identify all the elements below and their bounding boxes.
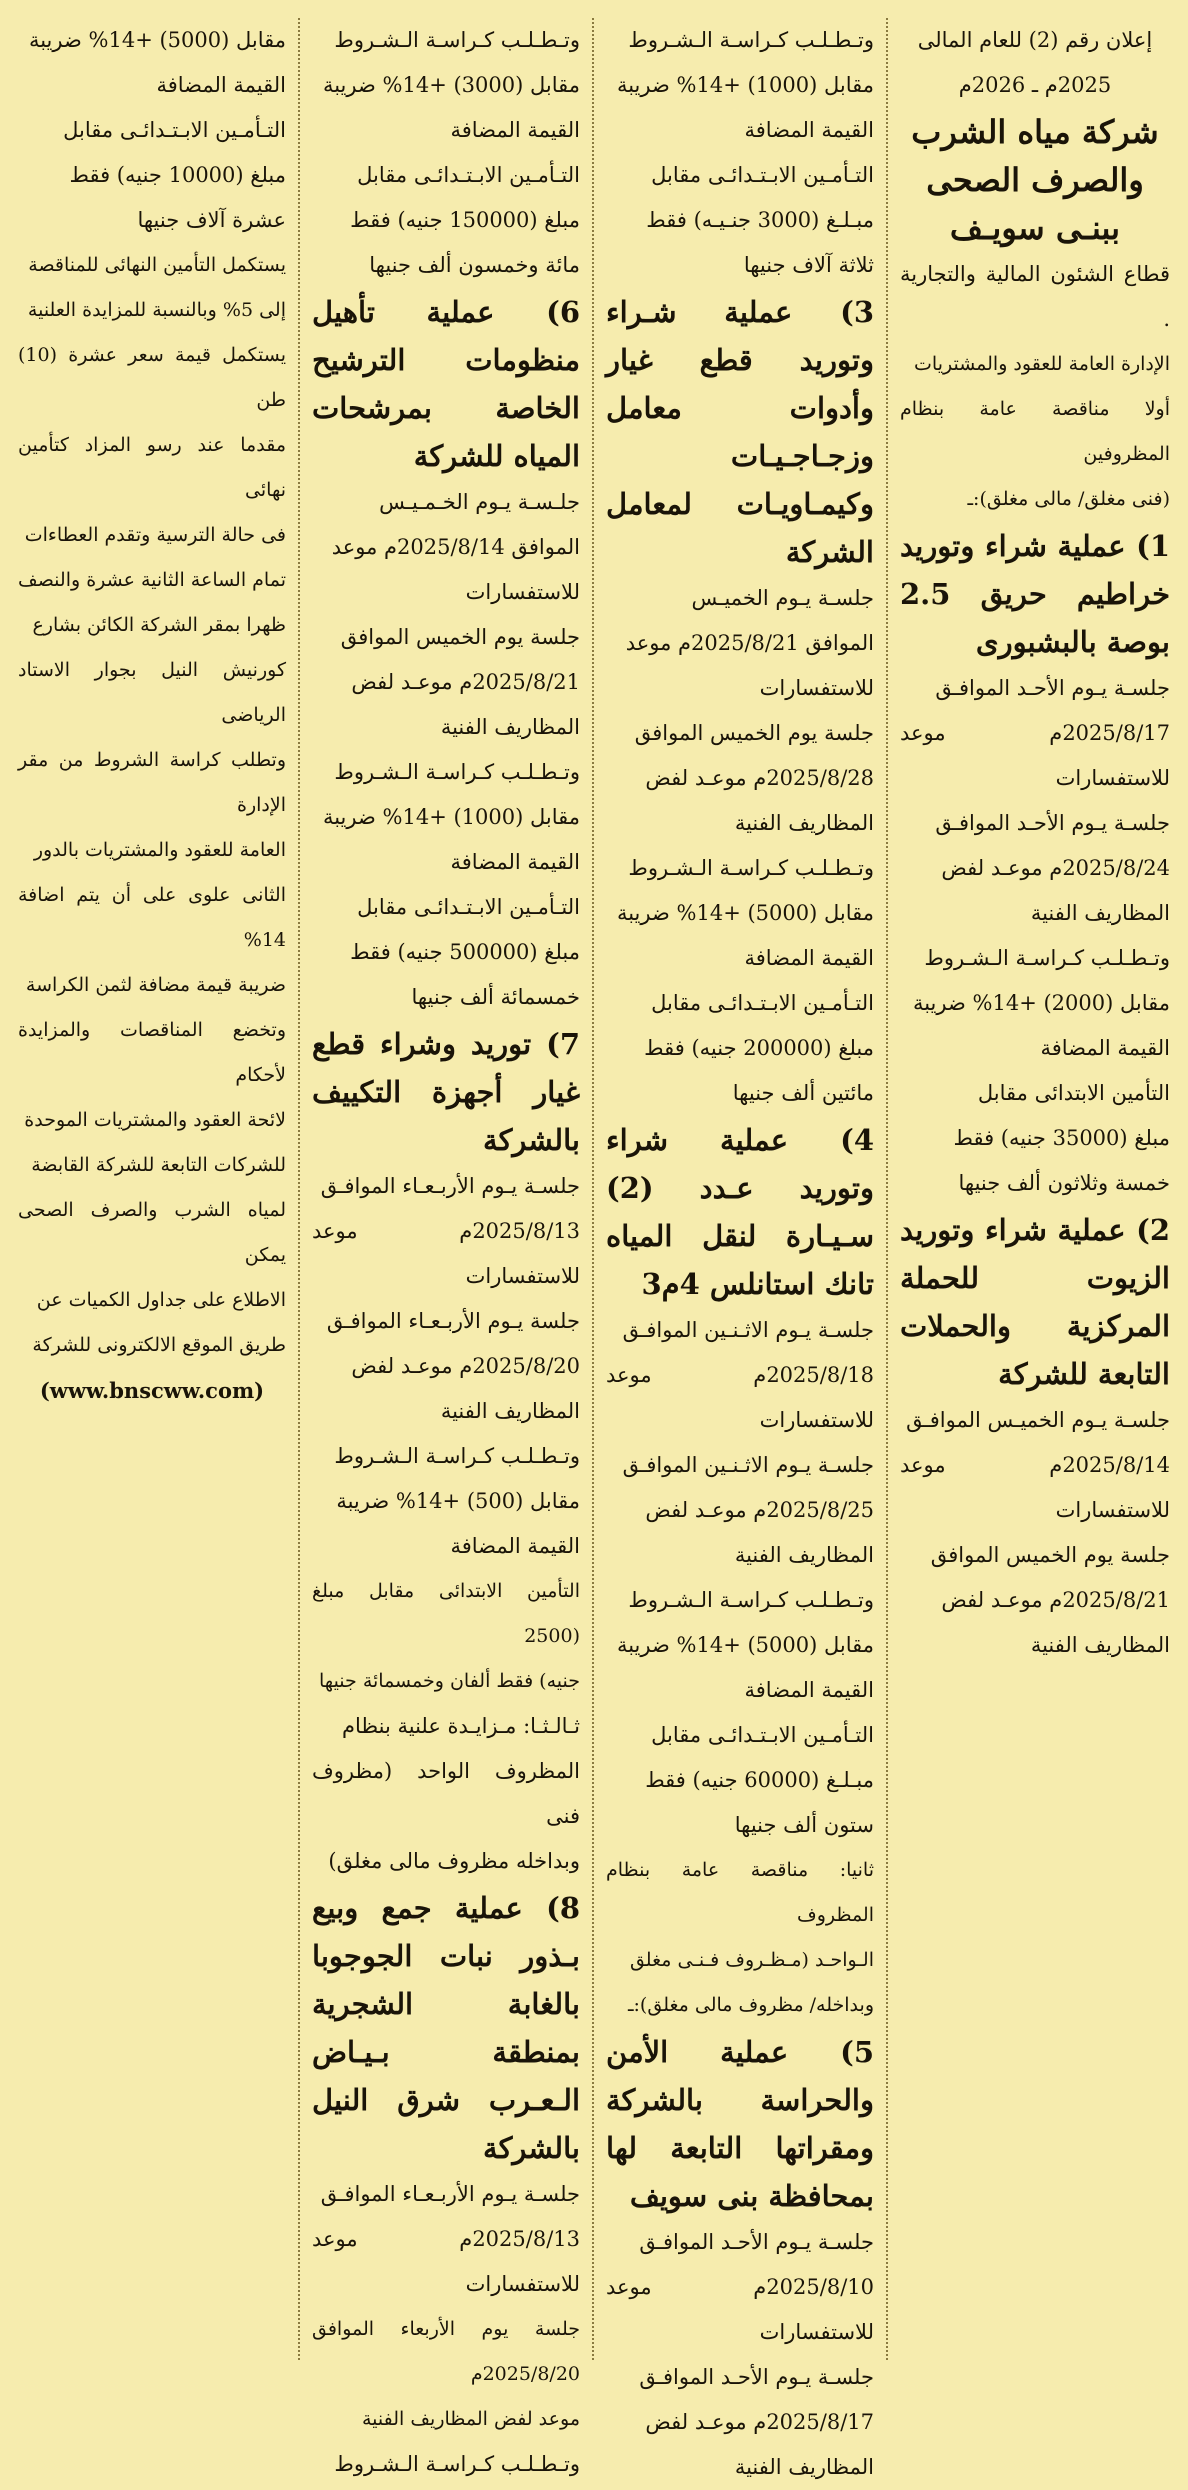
column-2 xyxy=(594,18,888,2479)
text-line: مبـلـغ (3000 جنـيـه) فقط xyxy=(646,208,874,232)
text-line: المظاريف الفنية xyxy=(734,811,874,835)
text-line: 2025/8/21م موعـد لفض xyxy=(351,670,580,694)
text-line: وتخضع المناقصات والمزايدة لأحكام xyxy=(18,1019,286,1086)
text-line: مبلغ (10000 جنيه) فقط xyxy=(69,163,286,187)
text-line: المظاريف الفنية xyxy=(1030,1633,1170,1657)
text-line: الموافق 2025/8/14م موعد xyxy=(331,535,580,559)
text-line: 2025/8/25م موعـد لفض xyxy=(645,1498,874,1522)
text-line: إعلان رقم (2) للعام المالى xyxy=(917,28,1153,52)
text-line: مقدما عند رسو المزاد كتأمين نهائى xyxy=(18,434,286,501)
text-line: ستون ألف جنيها xyxy=(734,1813,874,1837)
text-line: 2025/8/14م موعد للاستفسارات xyxy=(900,1453,1170,1522)
text-line: جلسـة يـوم الأربـعـاء الموافـق xyxy=(320,2182,580,2206)
text-line: للشركات التابعة للشركة القابضة xyxy=(31,1154,286,1176)
text-line: الموافق 2025/8/21م موعد xyxy=(625,631,874,655)
text-line: يستكمل قيمة سعر عشرة (10) طن xyxy=(18,344,286,411)
text-line: المظاريف الفنية xyxy=(734,1543,874,1567)
text-line: المظاريف الفنية xyxy=(734,2455,874,2479)
text-line: (www.bnscww.com) xyxy=(39,1378,265,1403)
text-line: 2025/8/17م موعد للاستفسارات xyxy=(900,721,1170,790)
tender-heading: 4) عملية شراء وتوريد عـدد (2) سـيـارة لنقل المياه تانك استانلس 4م3 xyxy=(606,1123,874,1301)
text-line: مقابل (1000) +14% ضريبة xyxy=(616,73,874,97)
column-3 xyxy=(300,18,594,2476)
text-line: القيمة المضافة xyxy=(1040,1036,1170,1060)
text-line: 2025/8/28م موعـد لفض xyxy=(645,766,874,790)
text-line: مبلغ (500000 جنيه) فقط xyxy=(350,940,580,964)
text-line: جلسـة يـوم الأحـد الموافـق xyxy=(639,2365,874,2389)
text-line: قطاع الشئون المالية والتجارية . xyxy=(900,262,1170,331)
text-line: التأمين الابتدائى مقابل xyxy=(977,1081,1170,1105)
text-line: وتـطـلـب كـراسـة الـشـروط xyxy=(628,28,874,52)
text-line: التـأمـين الابـتـدائـى مقابل xyxy=(651,1723,874,1747)
text-line: المظاريف الفنية xyxy=(1030,901,1170,925)
tender-heading: 3) عملية شـراء وتوريد قطع غيار وأدوات معامل وزجـاجـيـات وكيمـاويـات لمعامل الشركة xyxy=(606,295,874,569)
text-line: مقابل (3000) +14% ضريبة xyxy=(322,73,580,97)
text-line: جلسـة يـوم الخميـس الموافـق xyxy=(906,1408,1170,1432)
text-line: التـأمـين الابـتـدائـى مقابل xyxy=(651,991,874,1015)
text-line: مبلغ (35000 جنيه) فقط xyxy=(953,1126,1170,1150)
text-line: جلسـة يـوم الأحـد الموافـق xyxy=(639,2230,874,2254)
text-line: لائحة العقود والمشتريات الموحدة xyxy=(24,1109,286,1131)
text-line: موعد لفض المظاريف الفنية xyxy=(362,2408,580,2430)
text-line: (فنى مغلق/ مالى مغلق):ـ xyxy=(967,488,1170,510)
text-line: 2025/8/13م موعد للاستفسارات xyxy=(312,1219,580,1288)
tender-heading: 6) عملية تأهيل منظومات الترشيح الخاصة بمرشحات المياه للشركة xyxy=(312,295,580,473)
text-line: القيمة المضافة xyxy=(450,118,580,142)
text-line: التأمين الابتدائى مقابل مبلغ (2500 xyxy=(312,1580,580,1647)
text-line: جلسـة يـوم الأحـد الموافـق xyxy=(935,811,1170,835)
text-line: مبـلـغ (60000 جنيه) فقط xyxy=(645,1768,874,1792)
text-line: وتـطـلـب كـراسـة الـشـروط xyxy=(334,28,580,52)
text-line: جلسة يـوم الأربـعـاء الموافـق xyxy=(326,1309,580,1333)
column-1 xyxy=(888,18,1182,2360)
text-line: القيمة المضافة xyxy=(156,73,286,97)
text-line: مائتين ألف جنيها xyxy=(732,1081,874,1105)
tender-heading: 2) عملية شراء وتوريد الزيوت للحملة المركزية والحملات التابعة للشركة xyxy=(900,1213,1170,1391)
tender-heading: 1) عملية شراء وتوريد خراطيم حريق 2.5 بوصة بالبشبورى xyxy=(900,529,1170,659)
text-line: جلـسـة يـوم الخـمـيـس xyxy=(379,490,580,514)
text-line: خمسمائة ألف جنيها xyxy=(411,985,580,1009)
tender-heading: 5) عملية الأمن والحراسة بالشركة ومقراتها التابعة لها بمحافظة بنى سويف xyxy=(606,2035,874,2213)
text-line: ظهرا بمقر الشركة الكائن بشارع xyxy=(32,614,286,636)
text-line: ثـالـثـا: مـزايـدة علنية بنظام xyxy=(341,1714,580,1738)
text-line: القيمة المضافة xyxy=(744,946,874,970)
text-line: المظروف الواحد (مظروف فنى xyxy=(312,1759,580,1828)
text-line: مقابل (2000) +14% ضريبة xyxy=(912,991,1170,1015)
column-4 xyxy=(6,18,300,2360)
text-line: ثلاثة آلاف جنيها xyxy=(743,253,874,277)
text-line: وتـطـلـب كـراسـة الـشـروط xyxy=(628,856,874,880)
text-line: وتـطـلـب كـراسـة الـشـروط xyxy=(334,1444,580,1468)
text-line: جلسـة يـوم الاثـنـين الموافـق xyxy=(622,1453,874,1477)
text-line: 2025/8/21م موعـد لفض xyxy=(941,1588,1170,1612)
tender-heading: شركة مياه الشرب والصرف الصحى ببنـى سويـف xyxy=(911,113,1159,247)
text-line: 2025/8/10م موعد للاستفسارات xyxy=(606,2275,874,2344)
text-line: وتـطـلـب كـراسـة الـشـروط xyxy=(334,2452,580,2476)
text-line: وتـطـلـب كـراسـة الـشـروط xyxy=(924,946,1170,970)
text-line: 2025/8/24م موعـد لفض xyxy=(941,856,1170,880)
text-line: عشرة آلاف جنيها xyxy=(137,208,286,232)
text-line: القيمة المضافة xyxy=(450,1534,580,1558)
text-line: كورنيش النيل بجوار الاستاد الرياضى xyxy=(18,659,286,726)
text-line: جلسة يوم الأربعاء الموافق 2025/8/20م xyxy=(312,2318,580,2385)
text-line: جلسـة يـوم الاثـنـين الموافـق xyxy=(622,1318,874,1342)
text-line: وتـطـلـب كـراسـة الـشـروط xyxy=(334,760,580,784)
text-line: القيمة المضافة xyxy=(744,1678,874,1702)
text-line: التـأمـين الابـتـدائـى مقابل xyxy=(651,163,874,187)
text-line: مقابل (1000) +14% ضريبة xyxy=(322,805,580,829)
text-line: التـأمـين الابـتـدائـى مقابل xyxy=(357,895,580,919)
text-line: مبلغ (150000 جنيه) فقط xyxy=(350,208,580,232)
text-line: ثانيا: مناقصة عامة بنظام المظروف xyxy=(606,1859,874,1926)
text-line: يستكمل التأمين النهائى للمناقصة xyxy=(28,254,286,276)
text-line: أولا مناقصة عامة بنظام المظروفين xyxy=(900,398,1170,465)
text-line: مقابل (5000) +14% ضريبة xyxy=(28,28,286,52)
text-line: ضريبة قيمة مضافة لثمن الكراسة xyxy=(25,974,286,996)
text-line: وتـطـلـب كـراسـة الـشـروط xyxy=(628,1588,874,1612)
text-line: وبداخله مظروف مالى مغلق) xyxy=(328,1849,580,1873)
text-line: المظاريف الفنية xyxy=(440,715,580,739)
text-line: القيمة المضافة xyxy=(744,118,874,142)
text-line: جلسة يوم الخميس الموافق xyxy=(930,1543,1170,1567)
text-line: وبداخله/ مظروف مالى مغلق):ـ xyxy=(627,1994,874,2016)
text-line: الـواحـد (مـظـروف فـنـى مغلق xyxy=(629,1949,874,1971)
text-line: القيمة المضافة xyxy=(450,850,580,874)
text-line: طريق الموقع الالكترونى للشركة xyxy=(32,1334,286,1356)
tender-heading: 8) عملية جمع وبيع بـذور نبات الجوجوبا بالغابة الشجرية بمنطقة بـيـاض الـعـرب شرق النيل بالشركة xyxy=(312,1891,580,2165)
text-line: الثانى علوى على أن يتم اضافة 14% xyxy=(18,884,286,951)
text-line: جلسة يوم الخميس الموافق xyxy=(634,721,874,745)
tender-heading: 7) توريد وشراء قطع غيار أجهزة التكييف بالشركة xyxy=(312,1027,580,1157)
text-line: للاستفسارات xyxy=(465,580,580,604)
text-line: التـأمـين الابـتـدائـى مقابل xyxy=(63,118,286,142)
text-line: العامة للعقود والمشتريات بالدور xyxy=(33,839,286,861)
text-line: الاطلاع على جداول الكميات عن xyxy=(36,1289,286,1311)
text-line: 2025/8/13م موعد للاستفسارات xyxy=(312,2227,580,2296)
text-line: فى حالة الترسية وتقدم العطاءات xyxy=(24,524,286,546)
text-line: 2025م ـ 2026م xyxy=(958,73,1112,97)
text-line: التـأمـين الابـتـدائـى مقابل xyxy=(357,163,580,187)
text-line: جلسـة يـوم الأربـعـاء الموافـق xyxy=(320,1174,580,1198)
text-line: 2025/8/20م موعـد لفض xyxy=(351,1354,580,1378)
text-line: تمام الساعة الثانية عشرة والنصف xyxy=(18,569,286,591)
text-line: إلى 5% وبالنسبة للمزايدة العلنية xyxy=(27,299,286,321)
text-line: جنيه) فقط ألفان وخمسمائة جنيها xyxy=(319,1670,580,1692)
text-line: 2025/8/17م موعـد لفض xyxy=(645,2410,874,2434)
text-line: للاستفسارات xyxy=(759,676,874,700)
text-line: مقابل (5000) +14% ضريبة xyxy=(616,901,874,925)
text-line: جلسـة يـوم الأحـد الموافـق xyxy=(935,676,1170,700)
text-line: جلسة يوم الخميس الموافق xyxy=(340,625,580,649)
text-line: جلسـة يـوم الخميـس xyxy=(691,586,874,610)
text-line: 2025/8/18م موعد للاستفسارات xyxy=(606,1363,874,1432)
text-line: المظاريف الفنية xyxy=(440,1399,580,1423)
text-line: مقابل (5000) +14% ضريبة xyxy=(616,1633,874,1657)
text-line: مقابل (500) +14% ضريبة xyxy=(336,1489,580,1513)
text-line: خمسة وثلاثون ألف جنيها xyxy=(958,1171,1170,1195)
text-line: مائة وخمسون ألف جنيها xyxy=(369,253,580,277)
text-line: مبلغ (200000 جنيه) فقط xyxy=(644,1036,874,1060)
text-line: الإدارة العامة للعقود والمشتريات xyxy=(914,353,1170,375)
text-line: لمياه الشرب والصرف الصحى يمكن xyxy=(18,1199,286,1266)
text-line: وتطلب كراسة الشروط من مقر الإدارة xyxy=(18,749,286,816)
